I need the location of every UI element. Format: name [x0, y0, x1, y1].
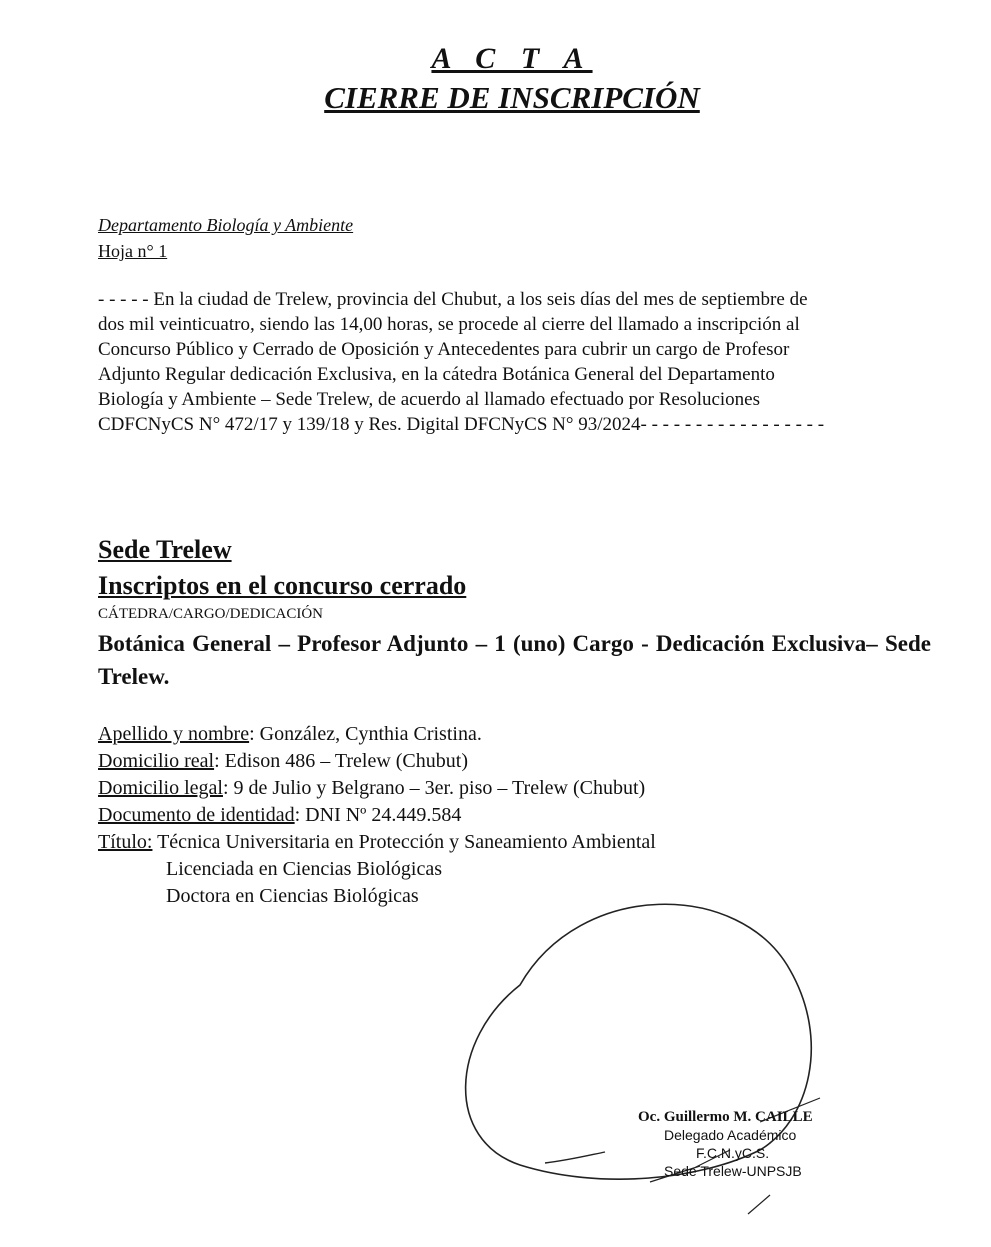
- department-label: Departamento Biología y Ambiente: [98, 215, 354, 235]
- paragraph-line: CDFCNyCS N° 472/17 y 139/18 y Res. Digital DFCNyCS N° 93/2024- - - - - - - - - - - - - - - - -: [98, 414, 825, 435]
- catedra-description: Botánica General – Profesor Adjunto – 1 (uno) Cargo - Dedicación Exclusiva– Sede Trelew.: [98, 631, 931, 689]
- paragraph-line: Biología y Ambiente – Sede Trelew, de acuerdo al llamado efectuado por Resoluciones: [98, 389, 761, 410]
- document-subtitle: CIERRE DE INSCRIPCIÓN: [324, 80, 700, 115]
- paragraph-line: dos mil veinticuatro, siendo las 14,00 horas, se procede al cierre del llamado a inscripción al: [98, 314, 800, 335]
- field-label: Documento de identidad: [98, 804, 295, 826]
- signatory-name: Oc. Guillermo M. CAILLE: [638, 1109, 813, 1125]
- sede-heading: Sede Trelew: [98, 535, 232, 564]
- applicant-title-row: Doctora en Ciencias Biológicas: [166, 885, 419, 907]
- field-label: Apellido y nombre: [98, 723, 250, 745]
- signatory-role: Delegado Académico: [664, 1127, 797, 1143]
- field-label: Título:: [98, 831, 153, 853]
- sheet-number: Hoja n° 1: [98, 241, 168, 261]
- field-value: : DNI Nº 24.449.584: [294, 804, 462, 826]
- field-label: Domicilio legal: [98, 777, 223, 799]
- paragraph-line: - - - - - En la ciudad de Trelew, provincia del Chubut, a los seis días del mes de septiembre de: [98, 289, 808, 310]
- field-value: : González, Cynthia Cristina.: [249, 723, 482, 745]
- signatory-faculty: F.C.N.yC.S.: [696, 1145, 770, 1161]
- applicant-title-row: Licenciada en Ciencias Biológicas: [166, 858, 443, 880]
- field-value: : Edison 486 – Trelew (Chubut): [214, 750, 468, 772]
- catedra-label: CÁTEDRA/CARGO/DEDICACIÓN: [98, 606, 323, 622]
- signatory-site: Sede Trelew-UNPSJB: [664, 1163, 802, 1179]
- inscriptos-heading: Inscriptos en el concurso cerrado: [98, 571, 467, 600]
- signature-stamp: [600, 1108, 813, 1180]
- paragraph-line: Adjunto Regular dedicación Exclusiva, en la cátedra Botánica General del Departamento: [98, 364, 775, 385]
- field-value: Técnica Universitaria en Protección y Saneamiento Ambiental: [152, 831, 656, 853]
- paragraph-line: Concurso Público y Cerrado de Oposición y Antecedentes para cubrir un cargo de Profesor: [98, 339, 790, 360]
- field-label: Domicilio real: [98, 750, 215, 772]
- document-title: A C T A: [431, 42, 593, 75]
- field-value: : 9 de Julio y Belgrano – 3er. piso – Trelew (Chubut): [222, 777, 646, 799]
